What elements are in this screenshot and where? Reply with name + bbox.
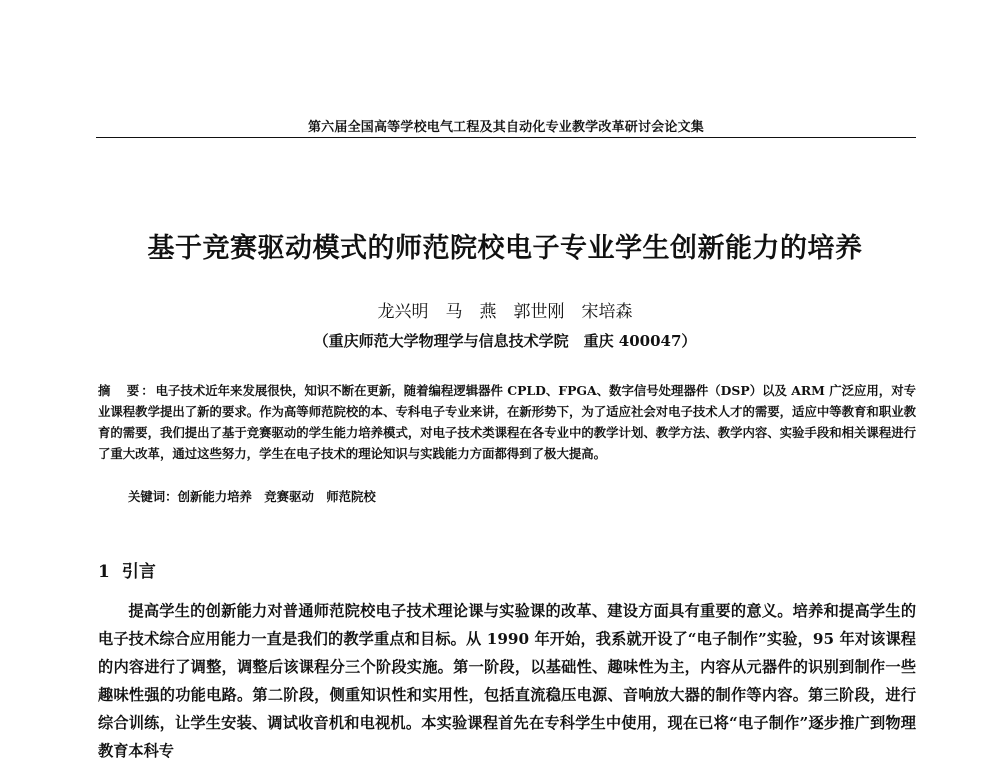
keywords xyxy=(128,487,376,505)
author-list: 龙兴明 马 燕 郭世刚 宋培森 xyxy=(377,302,633,322)
header-rule xyxy=(96,137,916,138)
body-paragraph: 提高学生的创新能力对普通师范院校电子技术理论课与实验课的改革、建设方面具有重要的意义。培养和提高学生的电子技术综合应用能力一直是我们的教学重点和目标。从 1990 年开始，我系就开设了“电子制作”实验，95 年对该课程的内容进行了调整，调整后该课程分三个阶段实施。第一阶段，以基础性、趣味性为主，内容从元器件的识别到制作一些趣味性强的功能电路。第二阶段，侧重知识性和实用性，包括直流稳压电源、音响放大器的制作等内容。第三阶段，进行综合训练，让学生安装、调试收音机和电视机。本实验课程首先在专科学生中使用，现在已将“电子制作”逐步推广到物理教育本科专 xyxy=(98,602,916,760)
author-affiliation: （重庆师范大学物理学与信息技术学院 重庆 400047） xyxy=(313,332,697,350)
section-number: 1 xyxy=(98,562,110,582)
section-heading xyxy=(98,557,156,582)
keywords-text: 创新能力培养 竞赛驱动 师范院校 xyxy=(177,489,376,504)
abstract-paragraph xyxy=(98,380,916,464)
abstract xyxy=(98,380,916,464)
paper-title: 基于竞赛驱动模式的师范院校电子专业学生创新能力的培养 xyxy=(147,233,863,264)
section-title: 引言 xyxy=(121,562,156,582)
abstract-text: 电子技术近年来发展很快，知识不断在更新，随着编程逻辑器件 CPLD、FPGA、数字信号处理器件（DSP）以及 ARM 广泛应用，对专业课程教学提出了新的要求。作为高等师范院校的本、专科电子专业来讲，在新形势下，为了适应社会对电子技术人才的需要，适应中等教育和职业教育的需要，我们提出了基于竞赛驱动的学生能力培养模式，对电子技术类课程在各专业中的教学计划、教学方法、教学内容、实验手段和相关课程进行了重大改革，通过这些努力，学生在电子技术的理论知识与实践能力方面都得到了极大提高。 xyxy=(98,383,917,461)
keywords-label: 关键词： xyxy=(128,489,178,504)
running-header: 第六届全国高等学校电气工程及其自动化专业教学改革研讨会论文集 xyxy=(307,120,704,135)
abstract-label: 摘 要： xyxy=(98,383,156,398)
section-body xyxy=(98,597,916,765)
